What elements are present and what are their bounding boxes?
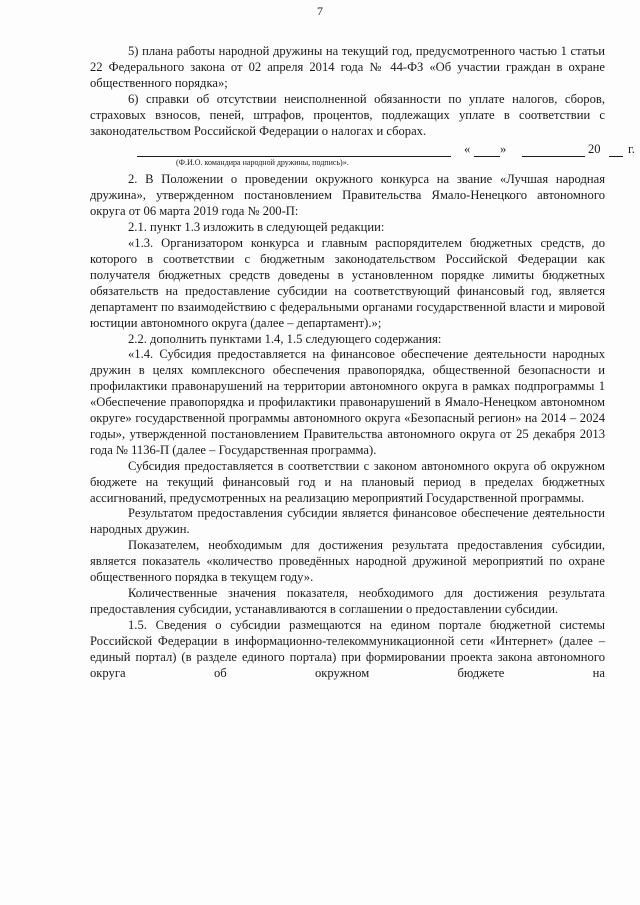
- signature-line: [90, 142, 635, 158]
- paragraph-item-6-certificate: 6) справки об отсутствии неисполненной обязанности по уплате налогов, сборов, страховых взносов, пеней, штрафов, процентов, подлежащих уплате в соответствии с законодательством Российской Федерации о налогах и сборах.: [90, 91, 605, 138]
- paragraph-section-2-2: 2.2. дополнить пунктами 1.4, 1.5 следующего содержания:: [128, 331, 442, 346]
- page-number: 7: [317, 4, 323, 18]
- signature-caption: (Ф.И.О. командира народной дружины, подпись)».: [176, 158, 349, 168]
- paragraph-item-5-plan: 5) плана работы народной дружины на текущий год, предусмотренного частью 1 статьи 22 Федерального закона от 02 апреля 2014 года № 44-ФЗ «Об участии граждан в охране общественного порядка»;: [90, 44, 605, 90]
- signature-name-blank: [137, 156, 451, 157]
- paragraph-subsidy-basis: Субсидия предоставляется в соответствии с законом автономного округа об окружном бюджете на текущий финансовый год и на плановый период в пределах бюджетных ассигнований, предусмотренных на реализацию мероприятий Государственной программы.: [90, 458, 605, 505]
- date-month-blank: [522, 156, 585, 157]
- paragraph-clause-1-4: «1.4. Субсидия предоставляется на финансовое обеспечение деятельности народных дружин в целях комплексного обеспечения правопорядка, общественной безопасности и профилактики правонарушений на территории автономного округа в рамках подпрограммы 1 «Обеспечение правопорядка и профилактики правонарушений в Ямало-Ненецком автономном округе» государственной программы автономного округа «Безопасный регион» на 2014 – 2024 годы», утвержденной постановлением Правительства автономного округа от 25 декабря 2013 года № 1136-П (далее – Государственная программа).: [90, 347, 605, 457]
- date-year-blank: [609, 156, 623, 157]
- paragraph-section-2: 2. В Положении о проведении окружного конкурса на звание «Лучшая народная дружина», утвержденном постановлением Правительства Ямало-Ненецкого автономного округа от 06 марта 2019 года № 200-П:: [90, 172, 605, 219]
- paragraph-subsidy-result: Результатом предоставления субсидии является финансовое обеспечение деятельности народных дружин.: [90, 506, 605, 537]
- paragraph-subsidy-indicator: Показателем, необходимым для достижения результата предоставления субсидии, является показатель «количество проведённых народной дружиной мероприятий по охране общественного порядка в текущем году».: [90, 538, 605, 585]
- date-quote-close: »: [500, 142, 507, 157]
- paragraph-clause-1-3: «1.3. Организатором конкурса и главным распорядителем бюджетных средств, до которого в соответствии с бюджетным законодательством Российской Федерации как получателя бюджетных средств доведены в установленном порядке лимиты бюджетных обязательств на предоставление субсидии на соответствующий финансовый год, является департамент по взаимодействию с федеральными органами государственной власти и мировой юстиции автономного округа (далее – департамент).»;: [90, 236, 605, 330]
- paragraph-clause-1-5: 1.5. Сведения о субсидии размещаются на едином портале бюджетной системы Российской Федерации в информационно-телекоммуникационной сети «Интернет» (далее – единый портал) (в разделе единого портала) при формировании проекта закона автономного округа об окружном бюджете на: [90, 617, 605, 680]
- document-body: [90, 44, 635, 681]
- date-day-blank: [474, 156, 500, 157]
- date-year-suffix: г.: [628, 142, 635, 157]
- paragraph-indicator-values: Количественные значения показателя, необходимого для достижения результата предоставления субсидии, устанавливаются в соглашении о предоставлении субсидии.: [90, 586, 605, 616]
- paragraph-section-2-1: 2.1. пункт 1.3 изложить в следующей редакции:: [128, 220, 385, 235]
- date-quote-open: «: [464, 142, 471, 157]
- date-year-prefix: 20: [588, 142, 601, 157]
